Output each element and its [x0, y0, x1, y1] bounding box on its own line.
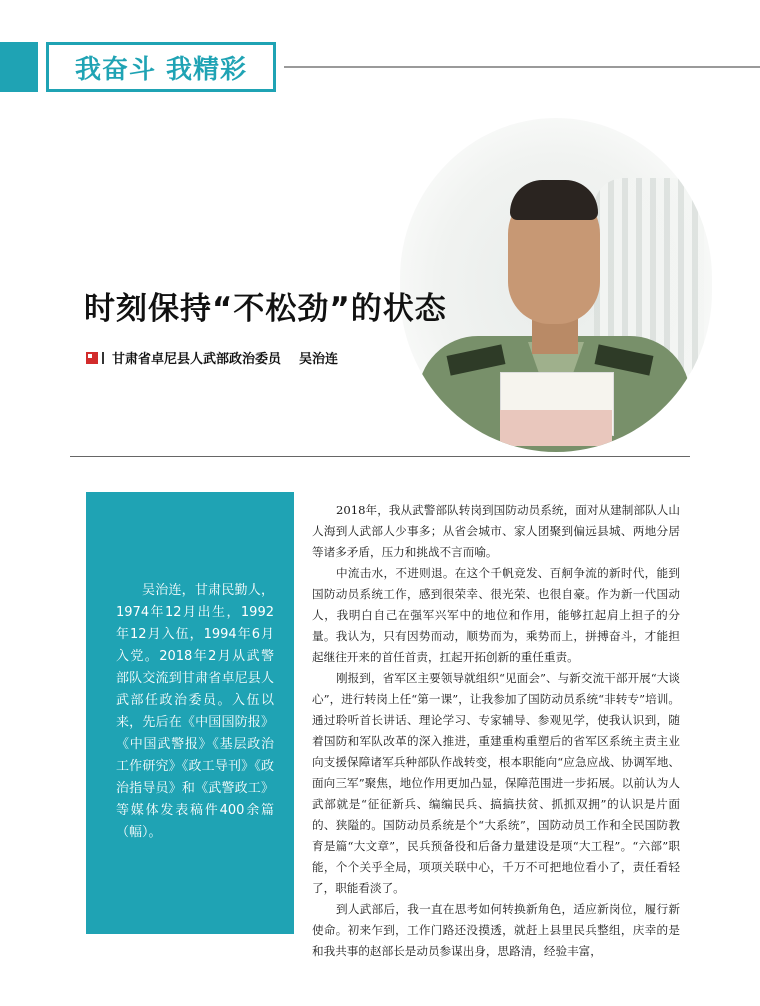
article-body — [312, 500, 680, 962]
body-paragraph-4: 到人武部后，我一直在思考如何转换新角色，适应新岗位，履行新使命。初来乍到，工作门路还没摸透，就赶上县里民兵整组，庆幸的是和我共事的赵部长是动员参谋出身，思路清，经验丰富， — [312, 902, 680, 958]
title-divider — [70, 456, 690, 457]
author-name: 吴治连 — [299, 352, 339, 367]
body-paragraph-2: 中流击水，不进则退。在这个千帆竞发、百舸争流的新时代，能到国防动员系统工作，感到很荣幸、很光荣、也很自豪。作为新一代国动人，我明白自己在强军兴军中的地位和作用，能够扛起肩上担子的分量。我认为，只有因势而动，顺势而为，乘势而上，拼搏奋斗，才能担起继往开来的首任首责，扛起开拓创新的重任重责。 — [312, 566, 680, 664]
byline-bar — [102, 352, 104, 364]
header-rule — [284, 66, 760, 68]
section-label-box — [46, 42, 276, 92]
section-title: 我奋斗 我精彩 — [74, 54, 248, 85]
byline — [86, 348, 338, 367]
body-paragraph-1: 2018年，我从武警部队转岗到国防动员系统，面对从建制部队人山人海到人武部人少事多；从省会城市、家人团聚到偏远县城、两地分居等诸多矛盾，压力和挑战不言而喻。 — [312, 503, 680, 559]
author-affiliation: 甘肃省卓尼县人武部政治委员 — [112, 352, 282, 367]
portrait-hair — [510, 180, 598, 220]
article-title: 时刻保持“不松劲”的状态 — [84, 291, 447, 327]
author-bio: 吴治连，甘肃民勤人，1974年12月出生，1992年12月入伍，1994年6月入党。2018年2月从武警部队交流到甘肃省卓尼县人武部任政治委员。入伍以来，先后在《中国国防报》《中国武警报》《基层政治工作研究》《政工导刊》《政治指导员》和《武警政工》等媒体发表稿件400余篇（幅）。 — [116, 583, 274, 840]
body-paragraph-3: 刚报到，省军区主要领导就组织“见面会”、与新交流干部开展“大谈心”，进行转岗上任“第一课”，让我参加了国防动员系统“非转专”培训。通过聆听首长讲话、理论学习、专家辅导、参观见学，使我认识到，随着国防和军队改革的深入推进，重建重构重塑后的省军区系统主责主业向支援保障诸军兵种部队作战转变，根本职能向“应急应战、协调军地、面向三军”聚焦，地位作用更加凸显，保障范围进一步拓展。以前认为人武部就是“征征新兵、编编民兵、搞搞扶贫、抓抓双拥”的认识是片面的、狭隘的。国防动员系统是个“大系统”，国防动员工作和全民国防教育是篇“大文章”，民兵预备役和后备力量建设是项“大工程”。“六部”职能，个个关乎全局，项项关联中心，千万不可把地位看小了，责任看轻了，职能看淡了。 — [312, 671, 680, 895]
header-accent-block — [0, 42, 38, 92]
portrait-photo — [400, 118, 712, 452]
document-cover — [500, 410, 612, 446]
byline-marker-icon — [86, 352, 98, 364]
